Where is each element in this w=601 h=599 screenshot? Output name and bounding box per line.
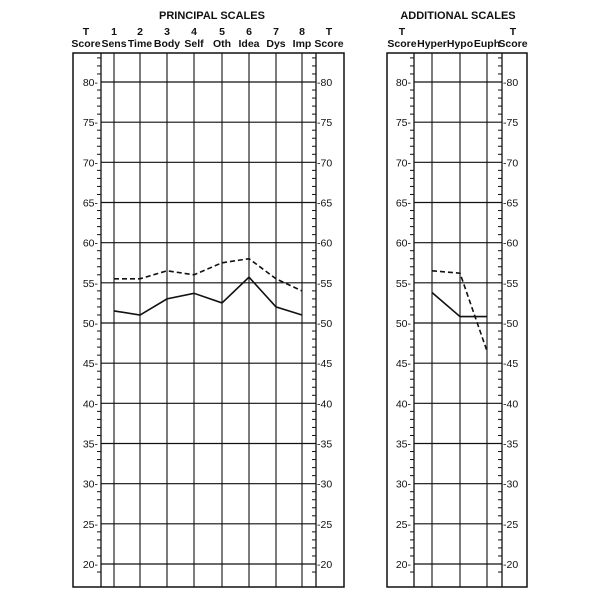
additional-scales-title: ADDITIONAL SCALES [400, 10, 516, 22]
principal-right-tick-label: -30 [317, 478, 333, 491]
additional-right-tick-label: -40 [503, 398, 519, 411]
principal-right-tick-label: -45 [317, 358, 333, 371]
principal-column-label: Idea [238, 38, 260, 50]
additional-left-axis-header-top: T [398, 26, 406, 38]
principal-column-label: Imp [292, 38, 312, 50]
principal-left-tick-label: 20- [82, 559, 98, 571]
additional-right-tick-label: -35 [503, 438, 519, 451]
principal-series [114, 259, 302, 315]
additional-right-tick-label: -50 [503, 318, 519, 330]
principal-left-tick-label: 50- [82, 318, 98, 330]
principal-ticks [97, 58, 316, 572]
principal-grid [101, 53, 316, 587]
additional-left-tick-label: 35- [395, 438, 411, 451]
additional-left-tick-label: 65- [395, 197, 411, 210]
principal-column-number: 5 [219, 26, 225, 38]
principal-column-label: Body [153, 38, 181, 50]
principal-right-axis-header-top: T [325, 26, 333, 38]
additional-right-axis-header-bottom: Score [498, 38, 528, 50]
additional-left-tick-label: 25- [395, 518, 411, 531]
additional-right-tick-label: -45 [503, 358, 519, 371]
additional-left-tick-label: 80- [395, 77, 411, 89]
additional-left-tick-label: 55- [395, 277, 411, 290]
principal-right-tick-label: -65 [317, 197, 333, 210]
principal-plot-area [73, 53, 344, 587]
additional-left-tick-label: 60- [395, 237, 411, 250]
principal-right-tick-label: -80 [317, 77, 333, 89]
additional-right-tick-label: -30 [503, 478, 519, 491]
additional-column-label: Hypo [446, 38, 474, 50]
additional-left-tick-label: 75- [395, 117, 411, 130]
additional-grid [414, 53, 502, 587]
principal-left-tick-label: 75- [82, 117, 98, 130]
principal-right-tick-label: -70 [317, 157, 333, 170]
principal-scales-title: PRINCIPAL SCALES [159, 10, 265, 22]
principal-column-label: Sens [101, 38, 127, 50]
principal-right-tick-label: -60 [317, 237, 333, 250]
principal-column-label: Oth [212, 38, 232, 50]
additional-left-tick-label: 20- [395, 559, 411, 571]
principal-column-headers [101, 26, 311, 50]
additional-plot-area [387, 53, 527, 587]
additional-left-tick-label: 45- [395, 358, 411, 371]
principal-left-tick-label: 70- [82, 157, 98, 170]
principal-left-tick-label: 55- [82, 277, 98, 290]
principal-column-label: Time [127, 38, 153, 50]
additional-right-tick-label: -70 [503, 157, 519, 170]
additional-right-tick-label: -25 [503, 518, 519, 531]
principal-column-number: 3 [164, 26, 170, 38]
principal-right-tick-label: -25 [317, 518, 333, 531]
principal-right-tick-label: -20 [317, 559, 333, 571]
principal-right-tick-label: -55 [317, 277, 333, 290]
principal-right-tick-label: -75 [317, 117, 333, 130]
principal-left-tick-label: 40- [82, 398, 98, 411]
additional-left-tick-label: 40- [395, 398, 411, 411]
principal-column-label: Dys [266, 38, 286, 50]
additional-left-tick-label: 30- [395, 478, 411, 491]
principal-series-dashed [114, 259, 302, 291]
additional-right-tick-label: -80 [503, 77, 519, 89]
principal-column-number: 4 [191, 26, 197, 38]
additional-column-headers [417, 38, 500, 50]
additional-right-tick-label: -65 [503, 197, 519, 210]
additional-right-tick-label: -75 [503, 117, 519, 130]
principal-left-tick-label: 65- [82, 197, 98, 210]
additional-ticks [410, 58, 502, 572]
additional-right-tick-label: -60 [503, 237, 519, 250]
additional-right-tick-label: -20 [503, 559, 519, 571]
additional-left-axis-header-bottom: Score [387, 38, 417, 50]
principal-column-number: 8 [299, 26, 305, 38]
principal-column-number: 7 [273, 26, 279, 38]
principal-left-tick-label: 30- [82, 478, 98, 491]
principal-right-tick-label: -40 [317, 398, 333, 411]
principal-left-axis-header-top: T [82, 26, 90, 38]
additional-right-tick-label: -55 [503, 277, 519, 290]
principal-right-tick-label: -50 [317, 318, 333, 330]
principal-column-number: 1 [111, 26, 117, 38]
principal-right-axis-header-bottom: Score [314, 38, 344, 50]
additional-column-label: Euph [473, 38, 501, 50]
principal-column-label: Self [184, 38, 204, 50]
principal-column-number: 2 [137, 26, 143, 38]
principal-left-axis-header-bottom: Score [71, 38, 101, 50]
principal-left-tick-label: 35- [82, 438, 98, 451]
principal-left-tick-label: 25- [82, 518, 98, 531]
additional-column-label: Hyper [417, 38, 447, 50]
additional-left-tick-label: 50- [395, 318, 411, 330]
additional-left-tick-label: 70- [395, 157, 411, 170]
principal-column-number: 6 [246, 26, 252, 38]
principal-left-tick-label: 45- [82, 358, 98, 371]
principal-left-tick-label: 60- [82, 237, 98, 250]
principal-right-tick-label: -35 [317, 438, 333, 451]
principal-tick-labels [83, 77, 333, 571]
principal-left-tick-label: 80- [82, 77, 98, 89]
additional-right-axis-header-top: T [509, 26, 517, 38]
